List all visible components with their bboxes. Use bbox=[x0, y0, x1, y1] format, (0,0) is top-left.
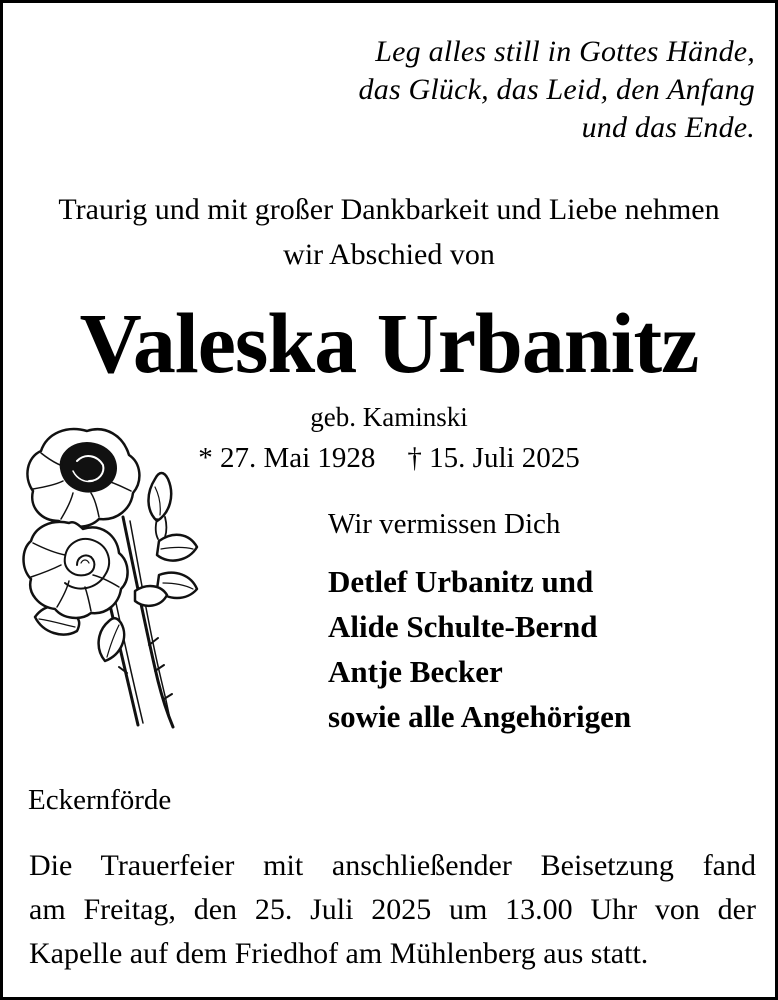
intro-line: wir Abschied von bbox=[283, 238, 495, 271]
mourner-line: Antje Becker bbox=[328, 654, 503, 689]
maiden-name: geb. Kaminski bbox=[310, 402, 468, 432]
mourner-line: Detlef Urbanitz und bbox=[328, 564, 594, 599]
farewell-line: Wir vermissen Dich bbox=[328, 508, 561, 540]
memorial-quote bbox=[359, 33, 755, 147]
quote-line: und das Ende. bbox=[581, 111, 755, 144]
funeral-notice-line: Die Trauerfeier mit anschließender Beisetzung fand bbox=[29, 849, 756, 882]
funeral-notice-line: Kapelle auf dem Friedhof am Mühlenberg aus statt. bbox=[29, 937, 649, 970]
mourner-line: sowie alle Angehörigen bbox=[328, 699, 632, 734]
death-date: † 15. Juli 2025 bbox=[407, 442, 580, 474]
quote-line: das Glück, das Leid, den Anfang bbox=[358, 73, 755, 106]
mourner-line: Alide Schulte-Bernd bbox=[328, 609, 598, 644]
intro-line: Traurig und mit großer Dankbarkeit und Liebe nehmen bbox=[58, 193, 720, 226]
funeral-notice bbox=[29, 844, 756, 976]
funeral-notice-line: am Freitag, den 25. Juli 2025 um 13.00 Uhr von der bbox=[29, 893, 756, 926]
mourners-list bbox=[328, 559, 631, 739]
birth-date: * 27. Mai 1928 bbox=[198, 442, 376, 474]
deceased-name: Valeska Urbanitz bbox=[79, 295, 699, 391]
quote-line: Leg alles still in Gottes Hände, bbox=[375, 35, 755, 68]
location-city: Eckernförde bbox=[28, 784, 172, 816]
roses-illustration-icon bbox=[17, 423, 209, 741]
intro-text bbox=[3, 187, 775, 277]
